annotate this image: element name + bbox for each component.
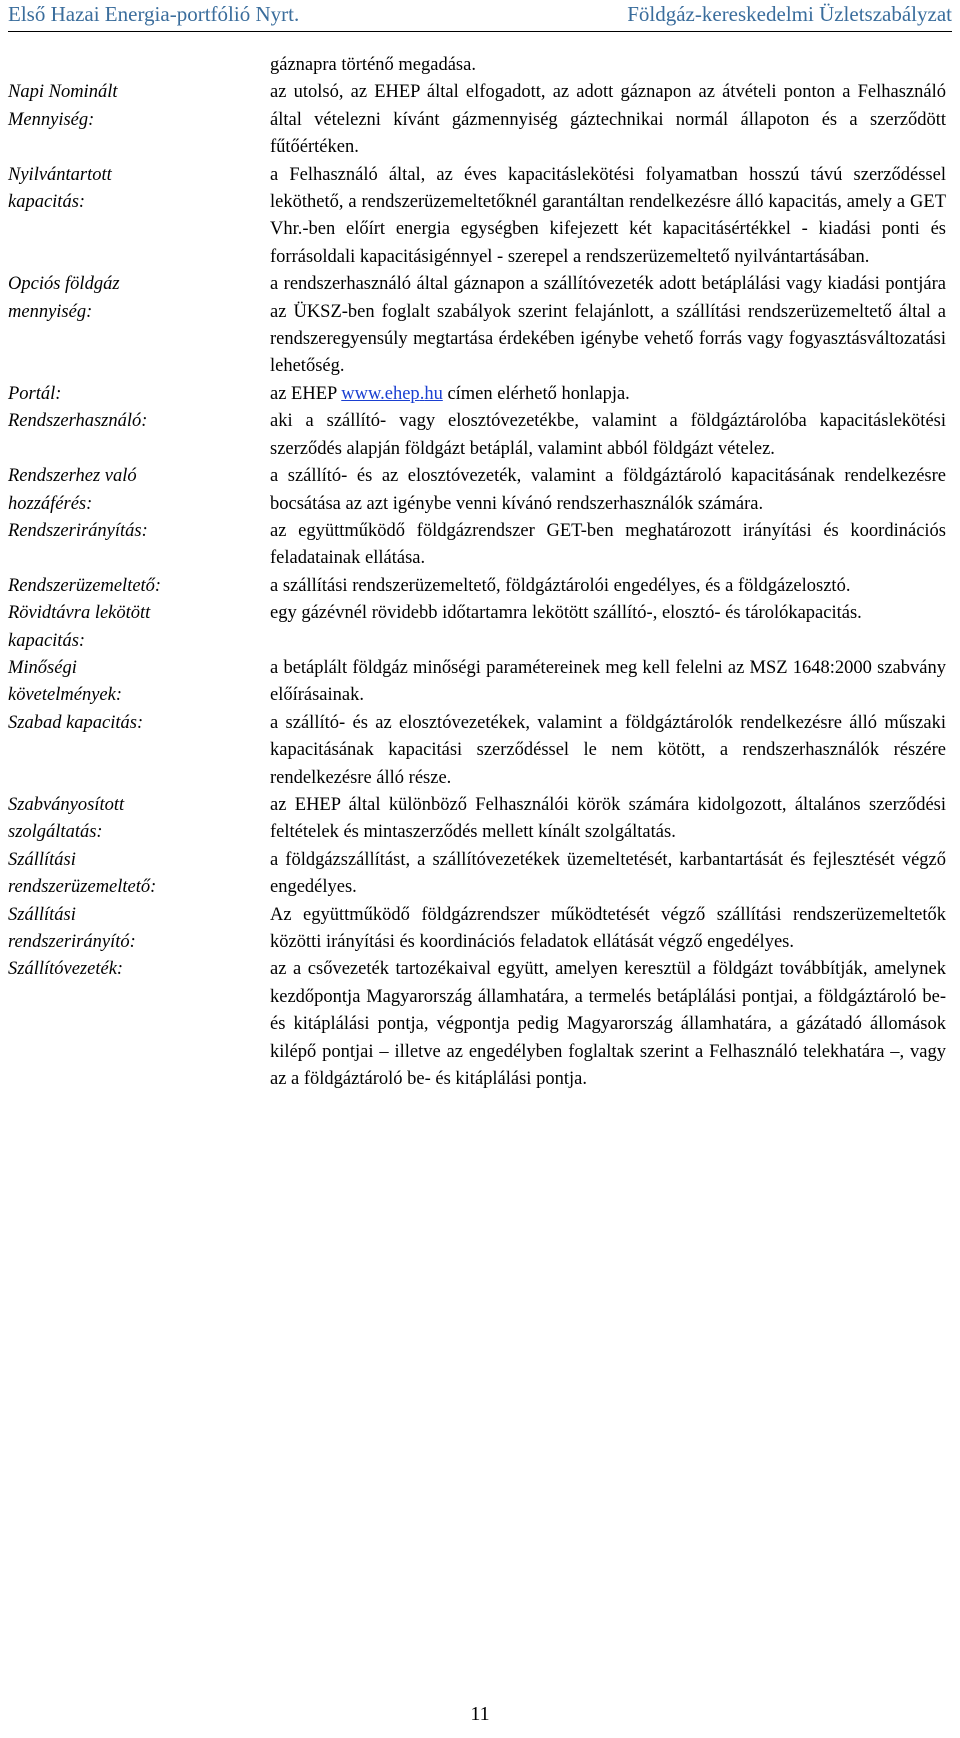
definition: az a csővezeték tartozékaival együtt, amelyen keresztül a földgázt továbbítják, amelynek kezdőpontja Magyarország államhatára, a termelés betáplálási pontjai, a földgáztároló be- és kitáplálási pontja, végpontja pedig Magyarország államhatára, a gázátadó állomások kilépő pontjai – illetve az engedélyben foglaltak szerint a Felhasználó telekhatára –, vagy az a földgáztároló be- és kitáplálási pontja. xyxy=(270,959,946,1090)
term: Szabad kapacitás: xyxy=(8,712,144,733)
definition: egy gázévnél rövidebb időtartamra lekötött szállító-, elosztó- és tárolókapacitás. xyxy=(270,603,862,624)
page-header xyxy=(8,0,952,32)
definition: az utolsó, az EHEP által elfogadott, az adott gáznapon az átvételi ponton a Felhasználó által vételezni kívánt gázmennyiség gáztechnikai normál állapoton és a szerződött fűtőértéken. xyxy=(270,82,946,158)
definition: a rendszerhasználó által gáznapon a szállítóvezeték adott betáplálási vagy kiadási pontjára az ÜKSZ-ben foglalt szabályok szerint felajánlott, a szállítási rendszerüzemeltető által a rendszeregyensúly megtartása érdekében igénybe vehető forrás vagy fogyasztásváltozatási lehetőség. xyxy=(270,274,946,377)
definition: a szállító- és az elosztóvezetékek, valamint a földgáztárolók rendelkezésre álló műszaki kapacitásának kapacitási szerződéssel le nem kötött, a rendszerhasználók részére rendelkezésre álló része. xyxy=(270,712,946,788)
term: Nyilvántartott kapacitás: xyxy=(8,164,112,213)
definition: a betáplált földgáz minőségi paramétereinek meg kell felelni az MSZ 1648:2000 szabvány előírásainak. xyxy=(270,657,946,706)
entry-rendszeruzemelteto xyxy=(8,573,948,600)
entry-rendszeriranyitas xyxy=(8,518,948,573)
entry-portal xyxy=(8,381,948,408)
entry-opcios xyxy=(8,271,948,381)
carryover-entry xyxy=(8,52,948,79)
entry-minosegi xyxy=(8,655,948,710)
definition: a szállító- és az elosztóvezeték, valamint a földgáztároló kapacitásának rendelkezésre bocsátása az azt igénybe venni kívánó rendszerhasználók számára. xyxy=(270,466,946,514)
entry-napi-nominalt xyxy=(8,79,948,161)
definition: a földgázszállítást, a szállítóvezetékek üzemeltetését, karbantartását és fejlesztését végző engedélyes. xyxy=(270,849,946,898)
term: Rendszerhez való hozzáférés: xyxy=(8,466,137,514)
term: Szállítási rendszerirányító: xyxy=(8,904,136,952)
term: Opciós földgáz mennyiség: xyxy=(8,274,120,322)
term: Rendszerirányítás: xyxy=(8,520,148,541)
definition: az együttműködő földgázrendszer GET-ben meghatározott irányítási és koordinációs feladatainak ellátása. xyxy=(270,520,946,569)
term: Portál: xyxy=(8,383,62,404)
definition: a Felhasználó által, az éves kapacitáslekötési folyamatban hosszú távú szerződéssel leköthető, a rendszerüzemeltetőknél garantáltan rendelkezésre álló kapacitás, amely a GET Vhr.-ben előírt energia egységben kifejezett két kapacitásértékkel - kiadási ponti és forrásoldali kapacitásigénnyel - szerepel a rendszerüzemeltető nyilvántartásában. xyxy=(270,164,946,267)
page-number: 11 xyxy=(470,1703,490,1725)
term: Szállítási rendszerüzemeltető: xyxy=(8,849,157,898)
term: Rendszerüzemeltető: xyxy=(8,575,162,596)
term: Napi Nominált Mennyiség: xyxy=(8,82,118,130)
term: Rövidtávra lekötött kapacitás: xyxy=(8,603,151,651)
entry-szallitasi-rendszeriranyito xyxy=(8,902,948,957)
term: Szállítóvezeték: xyxy=(8,959,124,980)
entry-nyilvantartott xyxy=(8,162,948,272)
entry-rendszerhasznalo xyxy=(8,408,948,463)
entry-rendszerhez-hozzaferes xyxy=(8,463,948,518)
term: Szabványosított szolgáltatás: xyxy=(8,794,125,843)
portal-link[interactable]: www.ehep.hu xyxy=(341,383,443,404)
definition: az EHEP www.ehep.hu címen elérhető honlapja. xyxy=(270,383,630,404)
entry-szabvanyositott xyxy=(8,792,948,847)
header-document-title: Földgáz-kereskedelmi Üzletszabályzat xyxy=(627,2,952,26)
entry-rovidtavra xyxy=(8,600,948,655)
definition: a szállítási rendszerüzemeltető, földgáztárolói engedélyes, és a földgázelosztó. xyxy=(270,575,851,596)
definition: Az együttműködő földgázrendszer működtetését végző szállítási rendszerüzemeltetők közötti irányítási és koordinációs feladatok ellátását végző engedélyes. xyxy=(270,904,946,952)
header-company: Első Hazai Energia-portfólió Nyrt. xyxy=(8,2,300,26)
carryover-text: gáznapra történő megadása. xyxy=(270,55,476,75)
entry-szabad-kapacitas xyxy=(8,710,948,792)
entry-szallitasi-rendszeruzemelteto xyxy=(8,847,948,902)
term: Minőségi követelmények: xyxy=(8,657,122,706)
term: Rendszerhasználó: xyxy=(8,411,148,432)
entry-szallitovezetek xyxy=(8,956,948,1093)
definition: az EHEP által különböző Felhasználói körök számára kidolgozott, általános szerződési feltételek és mintaszerződés mellett kínált szolgáltatás. xyxy=(270,794,946,843)
definition: aki a szállító- vagy elosztóvezetékbe, valamint a földgáztárolóba kapacitáslekötési szerződés alapján földgázt betáplál, valamint abból földgázt vételez. xyxy=(270,411,946,459)
glossary xyxy=(8,52,948,1093)
